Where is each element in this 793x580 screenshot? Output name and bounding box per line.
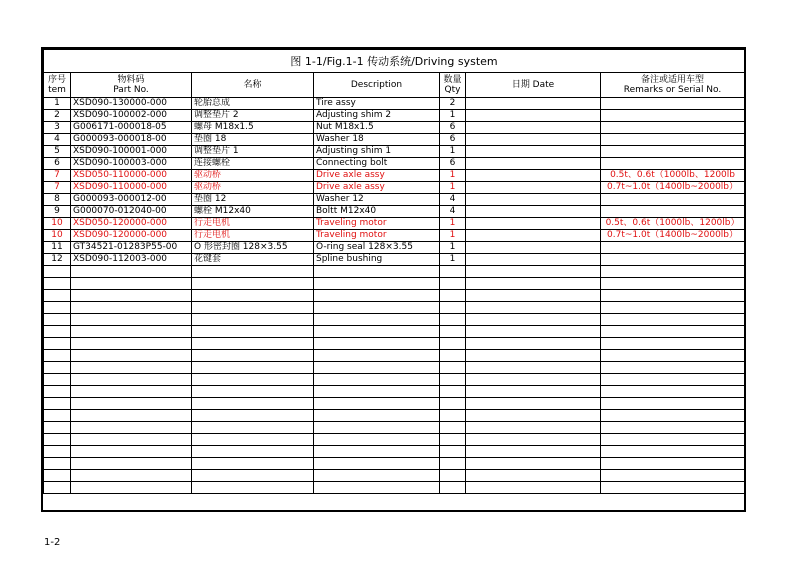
empty-row bbox=[44, 302, 745, 314]
cell-name: 垫圈 18 bbox=[192, 134, 314, 146]
cell-desc: Washer 18 bbox=[314, 134, 440, 146]
cell-name: 调整垫片 2 bbox=[192, 110, 314, 122]
empty-row bbox=[44, 290, 745, 302]
header-qty: 数量 Qty bbox=[440, 73, 466, 98]
cell-name: 螺母 M18x1.5 bbox=[192, 122, 314, 134]
cell-date bbox=[466, 206, 601, 218]
cell-remarks bbox=[601, 254, 745, 266]
cell-name: 行走电机 bbox=[192, 230, 314, 242]
cell-part: XSD090-130000-000 bbox=[71, 98, 192, 110]
table-row bbox=[44, 194, 745, 206]
cell-name: 驱动桥 bbox=[192, 182, 314, 194]
cell-part: XSD090-100002-000 bbox=[71, 110, 192, 122]
empty-row bbox=[44, 458, 745, 470]
cell-date bbox=[466, 254, 601, 266]
cell-remarks bbox=[601, 110, 745, 122]
cell-name: 调整垫片 1 bbox=[192, 146, 314, 158]
cell-desc: Adjusting shim 1 bbox=[314, 146, 440, 158]
cell-remarks: 0.7t~1.0t（1400lb~2000lb） bbox=[601, 230, 745, 242]
header-date: 日期 Date bbox=[466, 73, 601, 98]
cell-qty: 6 bbox=[440, 158, 466, 170]
cell-date bbox=[466, 182, 601, 194]
cell-part: XSD050-120000-000 bbox=[71, 218, 192, 230]
empty-row bbox=[44, 362, 745, 374]
cell-no: 2 bbox=[44, 110, 71, 122]
table-row bbox=[44, 230, 745, 242]
cell-part: G000070-012040-00 bbox=[71, 206, 192, 218]
empty-row bbox=[44, 410, 745, 422]
cell-date bbox=[466, 194, 601, 206]
cell-qty: 1 bbox=[440, 254, 466, 266]
empty-row bbox=[44, 326, 745, 338]
empty-row bbox=[44, 278, 745, 290]
header-part-no: 物料码 Part No. bbox=[71, 73, 192, 98]
cell-remarks bbox=[601, 242, 745, 254]
cell-part: XSD090-100001-000 bbox=[71, 146, 192, 158]
parts-sheet bbox=[41, 47, 746, 512]
empty-row bbox=[44, 422, 745, 434]
cell-qty: 1 bbox=[440, 230, 466, 242]
cell-no: 5 bbox=[44, 146, 71, 158]
cell-qty: 1 bbox=[440, 242, 466, 254]
table-row bbox=[44, 242, 745, 254]
cell-date bbox=[466, 230, 601, 242]
table-row bbox=[44, 206, 745, 218]
cell-part: XSD090-120000-000 bbox=[71, 230, 192, 242]
cell-desc: Spline bushing bbox=[314, 254, 440, 266]
cell-no: 6 bbox=[44, 158, 71, 170]
table-row bbox=[44, 158, 745, 170]
table-row bbox=[44, 146, 745, 158]
table-row bbox=[44, 254, 745, 266]
cell-no: 9 bbox=[44, 206, 71, 218]
cell-qty: 4 bbox=[440, 206, 466, 218]
table-row bbox=[44, 98, 745, 110]
cell-desc: Tire assy bbox=[314, 98, 440, 110]
cell-date bbox=[466, 98, 601, 110]
cell-remarks bbox=[601, 146, 745, 158]
cell-no: 3 bbox=[44, 122, 71, 134]
empty-row bbox=[44, 338, 745, 350]
cell-no: 11 bbox=[44, 242, 71, 254]
cell-remarks bbox=[601, 206, 745, 218]
table-row bbox=[44, 110, 745, 122]
cell-qty: 6 bbox=[440, 134, 466, 146]
cell-qty: 1 bbox=[440, 218, 466, 230]
cell-part: G000093-000012-00 bbox=[71, 194, 192, 206]
empty-row bbox=[44, 266, 745, 278]
cell-name: 行走电机 bbox=[192, 218, 314, 230]
cell-desc: Adjusting shim 2 bbox=[314, 110, 440, 122]
cell-name: 花键套 bbox=[192, 254, 314, 266]
cell-no: 7 bbox=[44, 170, 71, 182]
cell-date bbox=[466, 158, 601, 170]
table-row bbox=[44, 170, 745, 182]
cell-desc: Connecting bolt bbox=[314, 158, 440, 170]
cell-part: GT34521-01283P55-00 bbox=[71, 242, 192, 254]
cell-name: 垫圈 12 bbox=[192, 194, 314, 206]
cell-desc: Drive axle assy bbox=[314, 182, 440, 194]
cell-qty: 1 bbox=[440, 110, 466, 122]
cell-qty: 1 bbox=[440, 182, 466, 194]
cell-desc: Drive axle assy bbox=[314, 170, 440, 182]
cell-qty: 2 bbox=[440, 98, 466, 110]
cell-qty: 1 bbox=[440, 146, 466, 158]
cell-no: 4 bbox=[44, 134, 71, 146]
cell-remarks: 0.5t、0.6t（1000lb、1200lb） bbox=[601, 218, 745, 230]
empty-row bbox=[44, 386, 745, 398]
cell-part: G000093-000018-00 bbox=[71, 134, 192, 146]
cell-part: XSD050-110000-000 bbox=[71, 170, 192, 182]
cell-no: 1 bbox=[44, 98, 71, 110]
cell-remarks bbox=[601, 134, 745, 146]
cell-name: 驱动桥 bbox=[192, 170, 314, 182]
cell-part: G006171-000018-05 bbox=[71, 122, 192, 134]
cell-date bbox=[466, 110, 601, 122]
cell-qty: 6 bbox=[440, 122, 466, 134]
parts-table bbox=[43, 49, 745, 494]
cell-desc: Traveling motor bbox=[314, 230, 440, 242]
cell-date bbox=[466, 146, 601, 158]
empty-row bbox=[44, 398, 745, 410]
empty-row bbox=[44, 446, 745, 458]
table-row bbox=[44, 182, 745, 194]
header-no: 序号 tem bbox=[44, 73, 71, 98]
cell-desc: Traveling motor bbox=[314, 218, 440, 230]
cell-name: 螺栓 M12x40 bbox=[192, 206, 314, 218]
empty-row bbox=[44, 482, 745, 494]
cell-qty: 4 bbox=[440, 194, 466, 206]
empty-row bbox=[44, 350, 745, 362]
empty-row bbox=[44, 470, 745, 482]
table-title: 图 1-1/Fig.1-1 传动系统/Driving system bbox=[44, 50, 745, 73]
cell-no: 7 bbox=[44, 182, 71, 194]
cell-name: 轮胎总成 bbox=[192, 98, 314, 110]
cell-date bbox=[466, 134, 601, 146]
cell-remarks: 0.7t~1.0t（1400lb~2000lb） bbox=[601, 182, 745, 194]
cell-no: 10 bbox=[44, 230, 71, 242]
cell-date bbox=[466, 122, 601, 134]
page-number: 1-2 bbox=[44, 537, 61, 548]
cell-remarks bbox=[601, 158, 745, 170]
cell-remarks: 0.5t、0.6t（1000lb、1200lb bbox=[601, 170, 745, 182]
cell-no: 10 bbox=[44, 218, 71, 230]
table-row bbox=[44, 122, 745, 134]
cell-qty: 1 bbox=[440, 170, 466, 182]
empty-row bbox=[44, 434, 745, 446]
header-name: 名称 bbox=[192, 73, 314, 98]
cell-desc: O-ring seal 128×3.55 bbox=[314, 242, 440, 254]
cell-part: XSD090-112003-000 bbox=[71, 254, 192, 266]
cell-no: 8 bbox=[44, 194, 71, 206]
cell-name: O 形密封圈 128×3.55 bbox=[192, 242, 314, 254]
cell-date bbox=[466, 170, 601, 182]
cell-desc: Washer 12 bbox=[314, 194, 440, 206]
cell-remarks bbox=[601, 122, 745, 134]
table-row bbox=[44, 218, 745, 230]
header-description: Description bbox=[314, 73, 440, 98]
cell-part: XSD090-110000-000 bbox=[71, 182, 192, 194]
cell-part: XSD090-100003-000 bbox=[71, 158, 192, 170]
cell-remarks bbox=[601, 98, 745, 110]
cell-no: 12 bbox=[44, 254, 71, 266]
cell-name: 连接螺栓 bbox=[192, 158, 314, 170]
cell-desc: Boltt M12x40 bbox=[314, 206, 440, 218]
cell-date bbox=[466, 242, 601, 254]
cell-date bbox=[466, 218, 601, 230]
header-remarks: 备注或适用车型 Remarks or Serial No. bbox=[601, 73, 745, 98]
empty-row bbox=[44, 374, 745, 386]
empty-row bbox=[44, 314, 745, 326]
cell-desc: Nut M18x1.5 bbox=[314, 122, 440, 134]
cell-remarks bbox=[601, 194, 745, 206]
table-row bbox=[44, 134, 745, 146]
